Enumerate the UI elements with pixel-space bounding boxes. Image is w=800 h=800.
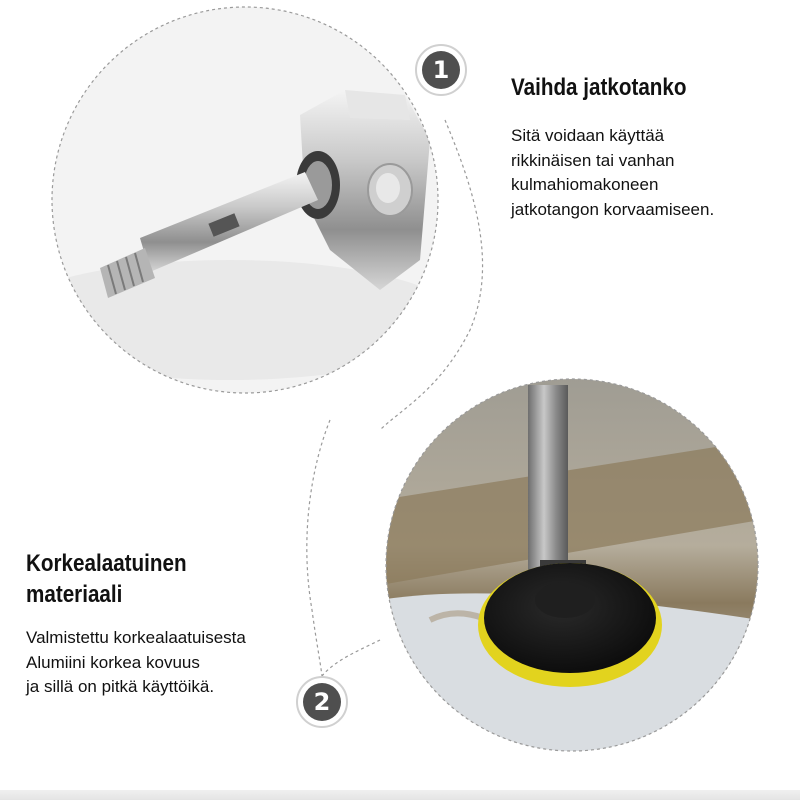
step-1-title: Vaihda jatkotanko [511,74,687,101]
step-2-line-3: ja sillä on pitkä käyttöikä. [26,677,215,696]
step-1-badge [415,44,467,96]
step-1-line-2: rikkinäisen tai vanhan [511,150,675,170]
step-1-number: 1 [422,51,460,89]
step-2-description [26,626,246,700]
step-1-line-1: Sitä voidaan käyttää [511,126,665,145]
step-1-line-3: kulmahiomakoneen [511,175,659,194]
step-2-badge [296,676,348,728]
step-2-line-2: Alumiini korkea kovuus [26,652,200,672]
bottom-divider [0,790,800,800]
step-2-title [26,548,187,610]
step-2-title-line-1: Korkealaatuinen [26,550,187,577]
step-1-description [511,124,714,222]
step-2-number: 2 [303,683,341,721]
step-2-line-1: Valmistettu korkealaatuisesta [26,628,246,647]
step-2-title-line-2: materiaali [26,581,123,608]
photo-extension-rod [0,0,460,400]
step-1-line-4: jatkotangon korvaamiseen. [511,199,715,219]
